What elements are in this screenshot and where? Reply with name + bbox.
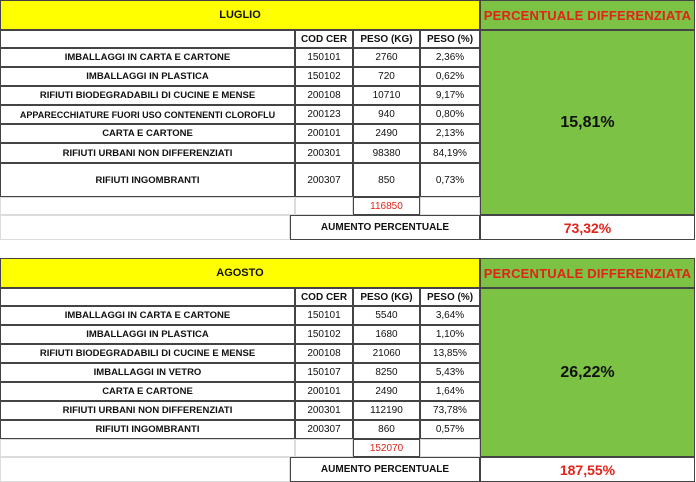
peso-pct-header: PESO (%) xyxy=(420,288,480,306)
peso-pct-header: PESO (%) xyxy=(420,30,480,48)
table-row-cod: 200307 xyxy=(295,163,353,197)
peso-header: PESO (KG) xyxy=(353,30,420,48)
aumento-label: AUMENTO PERCENTUALE xyxy=(290,457,480,482)
percentuale-value: 15,81% xyxy=(480,30,695,215)
month-header: AGOSTO xyxy=(0,258,480,288)
total-row-empty xyxy=(420,197,480,215)
table-row-cod: 150102 xyxy=(295,67,353,86)
table-row-peso: 21060 xyxy=(353,344,420,363)
percentuale-header: PERCENTUALE DIFFERENZIATA xyxy=(480,0,695,30)
table-row-label: CARTA E CARTONE xyxy=(0,124,295,143)
table-row-cod: 150101 xyxy=(295,306,353,325)
table-row-cod: 200301 xyxy=(295,143,353,163)
table-row-label: IMBALLAGGI IN CARTA E CARTONE xyxy=(0,306,295,325)
table-row-peso: 720 xyxy=(353,67,420,86)
table-row-pct: 0,73% xyxy=(420,163,480,197)
table-row-pct: 9,17% xyxy=(420,86,480,105)
total-row-empty xyxy=(420,439,480,457)
table-row-label: APPARECCHIATURE FUORI USO CONTENENTI CLOROFLU xyxy=(0,105,295,124)
table-row-label: IMBALLAGGI IN VETRO xyxy=(0,363,295,382)
aumento-label: AUMENTO PERCENTUALE xyxy=(290,215,480,240)
table-row-pct: 73,78% xyxy=(420,401,480,420)
table-row-cod: 150107 xyxy=(295,363,353,382)
table-row-label: RIFIUTI INGOMBRANTI xyxy=(0,420,295,439)
table-row-cod: 200101 xyxy=(295,124,353,143)
peso-header: PESO (KG) xyxy=(353,288,420,306)
table-row-peso: 860 xyxy=(353,420,420,439)
total-row-empty xyxy=(295,197,353,215)
table-row-peso: 10710 xyxy=(353,86,420,105)
table-row-label: RIFIUTI BIODEGRADABILI DI CUCINE E MENSE xyxy=(0,344,295,363)
cod-cer-header: COD CER xyxy=(295,30,353,48)
table-row-cod: 200123 xyxy=(295,105,353,124)
table-row-peso: 2760 xyxy=(353,48,420,67)
table-row-peso: 940 xyxy=(353,105,420,124)
table-row-label: CARTA E CARTONE xyxy=(0,382,295,401)
table-row-pct: 0,62% xyxy=(420,67,480,86)
table-row-label: RIFIUTI URBANI NON DIFFERENZIATI xyxy=(0,143,295,163)
table-row-cod: 200307 xyxy=(295,420,353,439)
total-row-empty xyxy=(0,197,295,215)
total-peso: 152070 xyxy=(353,439,420,457)
table-row-pct: 1,10% xyxy=(420,325,480,344)
table-row-cod: 200301 xyxy=(295,401,353,420)
label-header-empty xyxy=(0,30,295,48)
table-row-pct: 2,36% xyxy=(420,48,480,67)
table-row-peso: 2490 xyxy=(353,382,420,401)
table-row-cod: 150102 xyxy=(295,325,353,344)
table-row-pct: 0,80% xyxy=(420,105,480,124)
table-row-label: IMBALLAGGI IN PLASTICA xyxy=(0,325,295,344)
table-row-label: IMBALLAGGI IN PLASTICA xyxy=(0,67,295,86)
percentuale-value: 26,22% xyxy=(480,288,695,457)
table-row-cod: 200108 xyxy=(295,344,353,363)
table-row-peso: 850 xyxy=(353,163,420,197)
luglio-block xyxy=(0,0,696,240)
aumento-value: 187,55% xyxy=(480,457,695,482)
total-row-empty xyxy=(295,439,353,457)
aumento-value: 73,32% xyxy=(480,215,695,240)
table-row-peso: 5540 xyxy=(353,306,420,325)
month-header: LUGLIO xyxy=(0,0,480,30)
table-row-peso: 1680 xyxy=(353,325,420,344)
table-row-cod: 200101 xyxy=(295,382,353,401)
total-peso: 116850 xyxy=(353,197,420,215)
table-row-pct: 5,43% xyxy=(420,363,480,382)
table-row-peso: 2490 xyxy=(353,124,420,143)
percentuale-header: PERCENTUALE DIFFERENZIATA xyxy=(480,258,695,288)
table-row-pct: 84,19% xyxy=(420,143,480,163)
table-row-pct: 13,85% xyxy=(420,344,480,363)
table-row-peso: 98380 xyxy=(353,143,420,163)
table-row-pct: 1,64% xyxy=(420,382,480,401)
table-row-label: RIFIUTI BIODEGRADABILI DI CUCINE E MENSE xyxy=(0,86,295,105)
table-row-pct: 0,57% xyxy=(420,420,480,439)
aumento-row-empty xyxy=(0,215,290,240)
total-row-empty xyxy=(0,439,295,457)
table-row-peso: 8250 xyxy=(353,363,420,382)
table-row-pct: 3,64% xyxy=(420,306,480,325)
table-row-peso: 112190 xyxy=(353,401,420,420)
table-row-label: IMBALLAGGI IN CARTA E CARTONE xyxy=(0,48,295,67)
table-row-cod: 200108 xyxy=(295,86,353,105)
table-row-label: RIFIUTI INGOMBRANTI xyxy=(0,163,295,197)
cod-cer-header: COD CER xyxy=(295,288,353,306)
aumento-row-empty xyxy=(0,457,290,482)
agosto-block xyxy=(0,258,696,482)
table-row-label: RIFIUTI URBANI NON DIFFERENZIATI xyxy=(0,401,295,420)
table-row-pct: 2,13% xyxy=(420,124,480,143)
label-header-empty xyxy=(0,288,295,306)
table-row-cod: 150101 xyxy=(295,48,353,67)
